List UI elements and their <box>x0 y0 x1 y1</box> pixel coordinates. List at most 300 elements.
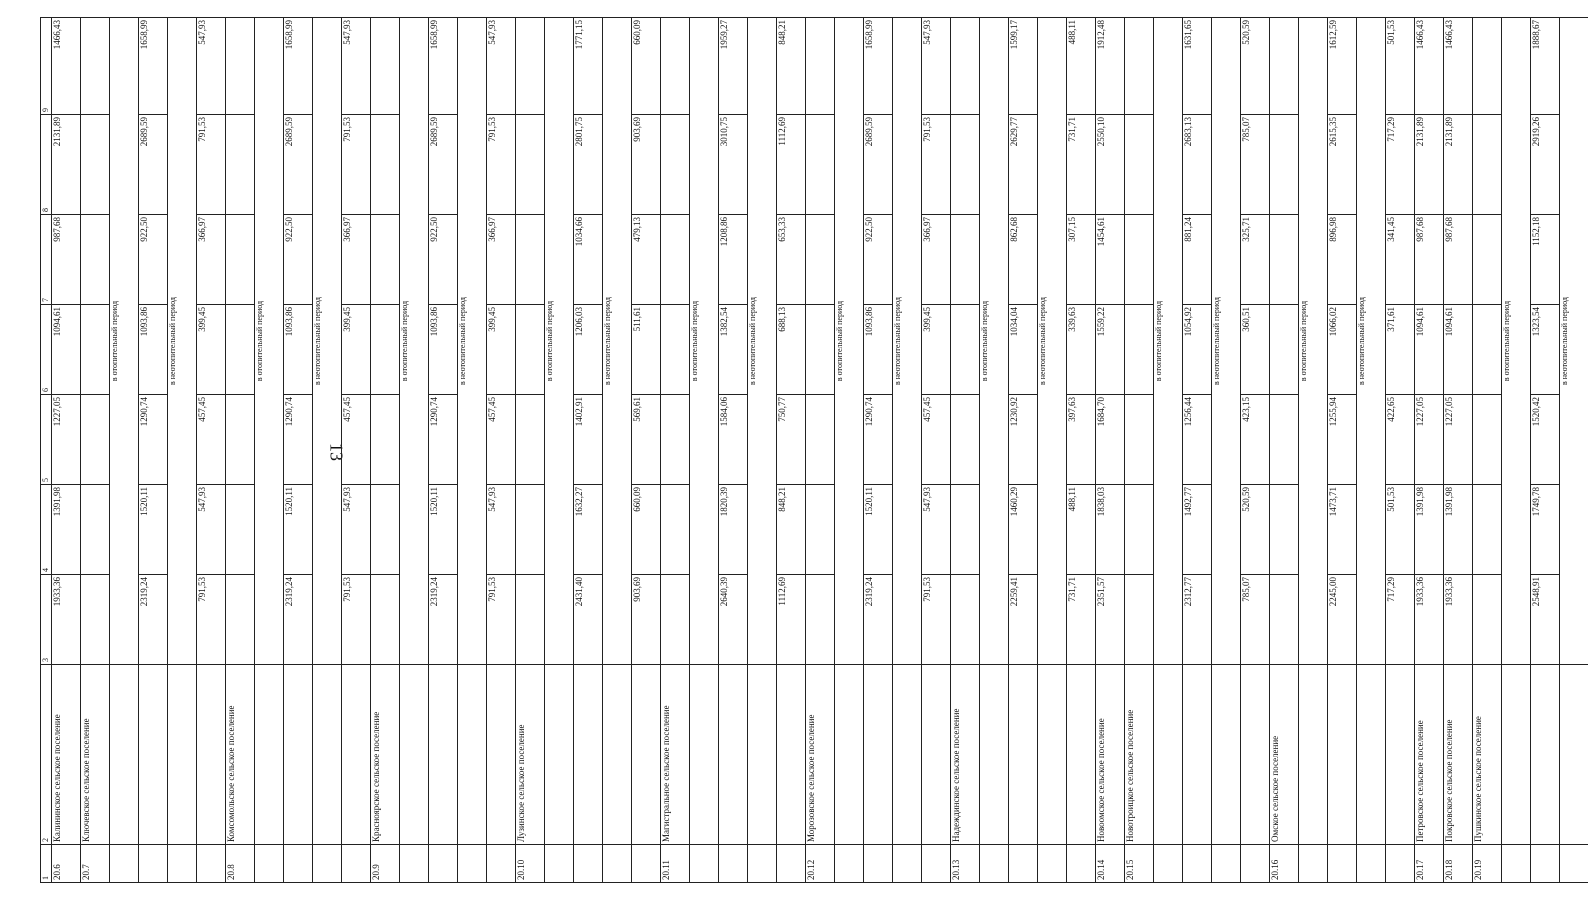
table-row <box>777 18 806 883</box>
settlement-name: Ключевское сельское поселение <box>81 665 110 845</box>
value-cell: 717,29 <box>1386 115 1415 215</box>
table-row <box>284 18 313 883</box>
value-cell: 1933,36 <box>1415 575 1444 665</box>
settlement-name: Новотроицкое сельское поселение <box>1125 665 1154 845</box>
name-cell <box>458 665 487 845</box>
tariff-table <box>40 17 1588 883</box>
settlement-name <box>719 665 748 845</box>
value-cell <box>1473 305 1502 395</box>
value-cell <box>516 575 545 665</box>
value-cell <box>1125 115 1154 215</box>
value-cell: 1454,61 <box>1096 215 1125 305</box>
value-cell: 547,93 <box>342 18 371 115</box>
table-row <box>1125 18 1154 883</box>
value-cell: 457,45 <box>342 395 371 485</box>
value-cell: 399,45 <box>922 305 951 395</box>
value-cell: 1820,39 <box>719 485 748 575</box>
row-index <box>1328 845 1357 883</box>
period-row <box>690 18 719 883</box>
value-cell: 1520,42 <box>1531 395 1560 485</box>
value-cell: 2259,41 <box>1009 575 1038 665</box>
period-row <box>748 18 777 883</box>
period-row <box>835 18 864 883</box>
value-cell <box>516 215 545 305</box>
settlement-name <box>139 665 168 845</box>
value-cell: 1658,99 <box>139 18 168 115</box>
value-cell <box>371 215 400 305</box>
value-cell: 366,97 <box>197 215 226 305</box>
value-cell <box>81 115 110 215</box>
value-cell: 1152,18 <box>1531 215 1560 305</box>
header-cell: 3 <box>41 575 52 665</box>
value-cell: 785,07 <box>1241 575 1270 665</box>
period-row <box>1560 18 1588 883</box>
value-cell <box>371 18 400 115</box>
value-cell: 2351,57 <box>1096 575 1125 665</box>
index-cell <box>603 845 632 883</box>
value-cell: 479,13 <box>632 215 661 305</box>
name-cell <box>1038 665 1067 845</box>
value-cell <box>226 395 255 485</box>
value-cell: 2615,35 <box>1328 115 1357 215</box>
table-row <box>139 18 168 883</box>
value-cell <box>226 575 255 665</box>
name-cell <box>255 665 284 845</box>
index-cell <box>168 845 197 883</box>
row-index: 20.9 <box>371 845 400 883</box>
period-row <box>545 18 574 883</box>
settlement-name <box>1386 665 1415 845</box>
value-cell <box>951 575 980 665</box>
settlement-name <box>487 665 516 845</box>
value-cell: 423,15 <box>1241 395 1270 485</box>
value-cell: 3010,75 <box>719 115 748 215</box>
value-cell: 1492,77 <box>1183 485 1212 575</box>
index-cell <box>400 845 429 883</box>
value-cell: 1391,98 <box>52 485 81 575</box>
value-cell <box>1270 485 1299 575</box>
period-row <box>110 18 139 883</box>
value-cell: 731,71 <box>1067 115 1096 215</box>
value-cell: 2689,59 <box>284 115 313 215</box>
header-cell: 7 <box>41 215 52 305</box>
value-cell: 731,71 <box>1067 575 1096 665</box>
value-cell: 1093,86 <box>864 305 893 395</box>
period-label: в неотопительный период <box>168 18 197 665</box>
row-index: 20.13 <box>951 845 980 883</box>
value-cell <box>951 395 980 485</box>
value-cell: 569,61 <box>632 395 661 485</box>
value-cell <box>1473 395 1502 485</box>
value-cell: 1402,91 <box>574 395 603 485</box>
value-cell: 1631,65 <box>1183 18 1212 115</box>
value-cell: 325,71 <box>1241 215 1270 305</box>
table-row <box>864 18 893 883</box>
index-cell <box>1154 845 1183 883</box>
value-cell <box>806 485 835 575</box>
value-cell <box>371 115 400 215</box>
settlement-name: Омское сельское поселение <box>1270 665 1299 845</box>
value-cell: 1255,94 <box>1328 395 1357 485</box>
period-label: в отопительный период <box>1502 18 1531 665</box>
row-index <box>487 845 516 883</box>
row-index <box>197 845 226 883</box>
value-cell: 785,07 <box>1241 115 1270 215</box>
value-cell: 1230,92 <box>1009 395 1038 485</box>
value-cell <box>371 305 400 395</box>
index-cell <box>748 845 777 883</box>
value-cell: 397,63 <box>1067 395 1096 485</box>
value-cell <box>1473 115 1502 215</box>
name-cell <box>168 665 197 845</box>
table-row <box>1328 18 1357 883</box>
settlement-name <box>1009 665 1038 845</box>
table-row <box>1241 18 1270 883</box>
settlement-name: Новоомское сельское поселение <box>1096 665 1125 845</box>
value-cell: 307,15 <box>1067 215 1096 305</box>
row-index <box>1009 845 1038 883</box>
value-cell: 488,11 <box>1067 485 1096 575</box>
value-cell: 2629,77 <box>1009 115 1038 215</box>
value-cell: 791,53 <box>487 115 516 215</box>
name-cell <box>545 665 574 845</box>
value-cell <box>371 575 400 665</box>
settlement-name: Пушкинское сельское поселение <box>1473 665 1502 845</box>
index-cell <box>1502 845 1531 883</box>
value-cell: 660,09 <box>632 485 661 575</box>
value-cell: 1632,27 <box>574 485 603 575</box>
row-index <box>342 845 371 883</box>
index-cell <box>1038 845 1067 883</box>
value-cell: 2919,26 <box>1531 115 1560 215</box>
row-index <box>719 845 748 883</box>
period-label: в неотопительный период <box>1212 18 1241 665</box>
header-cell: 6 <box>41 305 52 395</box>
period-row <box>400 18 429 883</box>
table-row <box>1415 18 1444 883</box>
index-cell <box>1212 845 1241 883</box>
value-cell: 1094,61 <box>1415 305 1444 395</box>
settlement-name: Петровское сельское поселение <box>1415 665 1444 845</box>
value-cell: 547,93 <box>487 18 516 115</box>
value-cell <box>81 18 110 115</box>
value-cell: 1684,70 <box>1096 395 1125 485</box>
settlement-name <box>429 665 458 845</box>
value-cell: 547,93 <box>922 485 951 575</box>
name-cell <box>980 665 1009 845</box>
value-cell <box>951 305 980 395</box>
value-cell: 366,97 <box>922 215 951 305</box>
value-cell: 399,45 <box>342 305 371 395</box>
table-row <box>1096 18 1125 883</box>
row-index: 20.17 <box>1415 845 1444 883</box>
row-index <box>1183 845 1212 883</box>
row-index: 20.18 <box>1444 845 1473 883</box>
value-cell <box>1125 575 1154 665</box>
table-row <box>1444 18 1473 883</box>
value-cell: 791,53 <box>197 115 226 215</box>
table-row <box>1531 18 1560 883</box>
row-index <box>632 845 661 883</box>
value-cell: 903,69 <box>632 575 661 665</box>
value-cell: 501,53 <box>1386 18 1415 115</box>
table-row <box>1067 18 1096 883</box>
value-cell <box>661 18 690 115</box>
period-label: в неотопительный период <box>603 18 632 665</box>
value-cell <box>226 215 255 305</box>
table-row <box>661 18 690 883</box>
value-cell: 1466,43 <box>1444 18 1473 115</box>
table-row <box>1270 18 1299 883</box>
value-cell: 366,97 <box>487 215 516 305</box>
index-cell <box>980 845 1009 883</box>
value-cell: 1584,06 <box>719 395 748 485</box>
period-row <box>980 18 1009 883</box>
value-cell <box>1125 18 1154 115</box>
value-cell: 660,09 <box>632 18 661 115</box>
period-label: в неотопительный период <box>313 18 342 665</box>
value-cell: 360,51 <box>1241 305 1270 395</box>
period-label: в неотопительный период <box>1357 18 1386 665</box>
value-cell: 1290,74 <box>139 395 168 485</box>
value-cell <box>1473 575 1502 665</box>
value-cell: 2131,89 <box>1444 115 1473 215</box>
value-cell: 501,53 <box>1386 485 1415 575</box>
value-cell: 1094,61 <box>52 305 81 395</box>
value-cell: 791,53 <box>922 115 951 215</box>
name-cell <box>748 665 777 845</box>
value-cell <box>1473 18 1502 115</box>
value-cell: 862,68 <box>1009 215 1038 305</box>
value-cell: 547,93 <box>197 485 226 575</box>
value-cell: 653,33 <box>777 215 806 305</box>
table-row <box>371 18 400 883</box>
value-cell: 1888,67 <box>1531 18 1560 115</box>
period-label: в отопительный период <box>835 18 864 665</box>
value-cell <box>516 18 545 115</box>
row-index: 20.15 <box>1125 845 1154 883</box>
period-label: в отопительный период <box>255 18 284 665</box>
value-cell: 1290,74 <box>864 395 893 485</box>
table-row <box>342 18 371 883</box>
value-cell: 791,53 <box>487 575 516 665</box>
value-cell <box>516 305 545 395</box>
row-index: 20.7 <box>81 845 110 883</box>
value-cell: 2319,24 <box>284 575 313 665</box>
value-cell <box>806 18 835 115</box>
value-cell: 1466,43 <box>1415 18 1444 115</box>
value-cell: 366,97 <box>342 215 371 305</box>
value-cell: 511,61 <box>632 305 661 395</box>
value-cell <box>806 115 835 215</box>
row-index: 20.10 <box>516 845 545 883</box>
value-cell: 457,45 <box>922 395 951 485</box>
value-cell <box>1125 395 1154 485</box>
period-row <box>1154 18 1183 883</box>
value-cell: 2550,10 <box>1096 115 1125 215</box>
name-cell <box>110 665 139 845</box>
value-cell: 1933,36 <box>52 575 81 665</box>
value-cell: 2431,40 <box>574 575 603 665</box>
value-cell <box>1270 395 1299 485</box>
value-cell: 547,93 <box>342 485 371 575</box>
value-cell: 717,29 <box>1386 575 1415 665</box>
value-cell: 1520,11 <box>429 485 458 575</box>
value-cell: 848,21 <box>777 485 806 575</box>
table-row <box>951 18 980 883</box>
settlement-name <box>1328 665 1357 845</box>
index-cell <box>1357 845 1386 883</box>
value-cell: 422,65 <box>1386 395 1415 485</box>
settlement-name <box>1067 665 1096 845</box>
value-cell: 1227,05 <box>52 395 81 485</box>
value-cell: 1658,99 <box>864 18 893 115</box>
value-cell: 2801,75 <box>574 115 603 215</box>
value-cell: 1034,04 <box>1009 305 1038 395</box>
value-cell: 341,45 <box>1386 215 1415 305</box>
period-row <box>1357 18 1386 883</box>
value-cell: 896,98 <box>1328 215 1357 305</box>
value-cell <box>81 215 110 305</box>
value-cell: 987,68 <box>1444 215 1473 305</box>
value-cell: 791,53 <box>342 115 371 215</box>
value-cell: 2319,24 <box>429 575 458 665</box>
value-cell <box>371 395 400 485</box>
value-cell: 1520,11 <box>284 485 313 575</box>
value-cell: 1771,15 <box>574 18 603 115</box>
value-cell: 339,63 <box>1067 305 1096 395</box>
value-cell: 1612,59 <box>1328 18 1357 115</box>
value-cell: 1323,54 <box>1531 305 1560 395</box>
value-cell: 1290,74 <box>429 395 458 485</box>
settlement-name <box>197 665 226 845</box>
row-index <box>1386 845 1415 883</box>
period-label: в неотопительный период <box>1560 18 1588 665</box>
value-cell <box>951 115 980 215</box>
period-row <box>603 18 632 883</box>
period-row <box>893 18 922 883</box>
value-cell: 2689,59 <box>429 115 458 215</box>
value-cell: 1749,78 <box>1531 485 1560 575</box>
value-cell: 1227,05 <box>1444 395 1473 485</box>
value-cell: 791,53 <box>342 575 371 665</box>
settlement-name <box>284 665 313 845</box>
period-row <box>168 18 197 883</box>
value-cell: 1290,74 <box>284 395 313 485</box>
table-row <box>429 18 458 883</box>
value-cell <box>516 395 545 485</box>
table-row <box>487 18 516 883</box>
value-cell: 1034,66 <box>574 215 603 305</box>
index-cell <box>1299 845 1328 883</box>
value-cell: 1093,86 <box>139 305 168 395</box>
value-cell: 922,50 <box>864 215 893 305</box>
row-index: 20.11 <box>661 845 690 883</box>
value-cell: 750,77 <box>777 395 806 485</box>
row-index <box>922 845 951 883</box>
value-cell: 1599,17 <box>1009 18 1038 115</box>
value-cell: 848,21 <box>777 18 806 115</box>
value-cell: 1094,61 <box>1444 305 1473 395</box>
value-cell: 1208,86 <box>719 215 748 305</box>
name-cell <box>400 665 429 845</box>
value-cell: 1391,98 <box>1444 485 1473 575</box>
value-cell: 1227,05 <box>1415 395 1444 485</box>
period-label: в отопительный период <box>690 18 719 665</box>
table-row <box>574 18 603 883</box>
settlement-name <box>1241 665 1270 845</box>
value-cell <box>806 395 835 485</box>
table-row <box>226 18 255 883</box>
value-cell <box>806 305 835 395</box>
value-cell: 520,59 <box>1241 485 1270 575</box>
settlement-name <box>1183 665 1212 845</box>
period-label: в неотопительный период <box>893 18 922 665</box>
value-cell: 1391,98 <box>1415 485 1444 575</box>
table-row <box>719 18 748 883</box>
table-row <box>922 18 951 883</box>
index-cell <box>690 845 719 883</box>
value-cell: 2689,59 <box>864 115 893 215</box>
name-cell <box>1560 665 1588 845</box>
value-cell: 1112,69 <box>777 115 806 215</box>
settlement-name: Надеждинское сельское поселение <box>951 665 980 845</box>
value-cell: 2312,77 <box>1183 575 1212 665</box>
value-cell <box>951 485 980 575</box>
settlement-name: Калининское сельское поселение <box>52 665 81 845</box>
value-cell: 547,93 <box>487 485 516 575</box>
value-cell <box>81 485 110 575</box>
value-cell: 399,45 <box>197 305 226 395</box>
row-index <box>574 845 603 883</box>
settlement-name: Магистральное сельское поселение <box>661 665 690 845</box>
value-cell <box>226 115 255 215</box>
name-cell <box>1502 665 1531 845</box>
value-cell: 547,93 <box>922 18 951 115</box>
value-cell <box>81 395 110 485</box>
settlement-name <box>864 665 893 845</box>
index-cell <box>313 845 342 883</box>
settlement-name <box>777 665 806 845</box>
header-cell: 1 <box>41 845 52 883</box>
value-cell: 688,13 <box>777 305 806 395</box>
period-label: в неотопительный период <box>748 18 777 665</box>
value-cell: 2131,89 <box>52 115 81 215</box>
value-cell: 791,53 <box>197 575 226 665</box>
row-index <box>284 845 313 883</box>
row-index <box>1241 845 1270 883</box>
value-cell <box>1270 215 1299 305</box>
value-cell: 2548,91 <box>1531 575 1560 665</box>
rotated-tariff-table <box>40 18 1569 883</box>
value-cell: 1473,71 <box>1328 485 1357 575</box>
value-cell <box>951 215 980 305</box>
value-cell: 2689,59 <box>139 115 168 215</box>
value-cell: 371,61 <box>1386 305 1415 395</box>
row-index: 20.6 <box>52 845 81 883</box>
value-cell: 457,45 <box>197 395 226 485</box>
value-cell: 1382,54 <box>719 305 748 395</box>
row-index: 20.8 <box>226 845 255 883</box>
value-cell: 1658,99 <box>284 18 313 115</box>
header-cell: 9 <box>41 18 52 115</box>
settlement-name <box>922 665 951 845</box>
header-row <box>41 18 52 883</box>
settlement-name <box>342 665 371 845</box>
table-row <box>81 18 110 883</box>
table-row <box>52 18 81 883</box>
value-cell: 922,50 <box>284 215 313 305</box>
